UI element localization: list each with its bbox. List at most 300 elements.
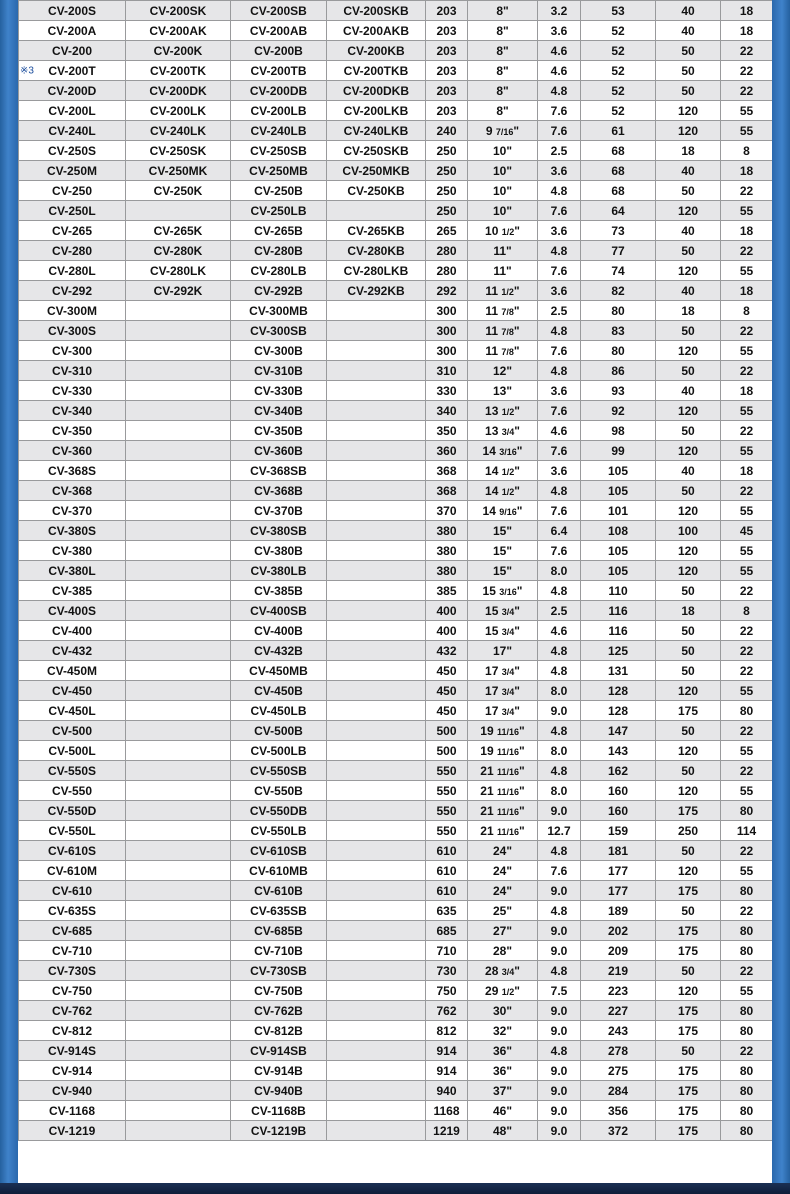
- cell-model: CV-310: [19, 361, 126, 381]
- cell-thickness: 3.6: [538, 161, 581, 181]
- cell-thickness: 4.8: [538, 81, 581, 101]
- cell-diameter-inch: 24": [468, 881, 538, 901]
- cell-model-kb: [327, 881, 426, 901]
- cell-dim-a: 177: [581, 881, 656, 901]
- cell-diameter-inch: 29 1/2": [468, 981, 538, 1001]
- cell-dim-b: 175: [656, 1121, 721, 1141]
- cell-model: CV-300: [19, 341, 126, 361]
- cell-model-kb: CV-292KB: [327, 281, 426, 301]
- cell-model-kb: [327, 961, 426, 981]
- cell-diameter-mm: 368: [426, 481, 468, 501]
- cell-model-k: [126, 681, 231, 701]
- inch-fraction: 1/2: [501, 986, 515, 997]
- table-row: [19, 1081, 773, 1101]
- cell-model-b: CV-450B: [231, 681, 327, 701]
- cell-diameter-inch: 8": [468, 41, 538, 61]
- table-row: [19, 221, 773, 241]
- cell-model-b: CV-635SB: [231, 901, 327, 921]
- cell-diameter-mm: 635: [426, 901, 468, 921]
- cell-diameter-mm: 610: [426, 881, 468, 901]
- cell-dim-b: 175: [656, 1101, 721, 1121]
- inch-fraction: 3/4: [501, 686, 515, 697]
- cell-model-b: CV-550B: [231, 781, 327, 801]
- cell-diameter-mm: 812: [426, 1021, 468, 1041]
- cell-diameter-inch: 32": [468, 1021, 538, 1041]
- cell-dim-c: 80: [721, 1101, 773, 1121]
- cell-model-b: CV-300MB: [231, 301, 327, 321]
- cell-dim-b: 50: [656, 321, 721, 341]
- cell-dim-a: 80: [581, 341, 656, 361]
- cell-dim-b: 40: [656, 381, 721, 401]
- cell-model: CV-265: [19, 221, 126, 241]
- inch-fraction: 3/16: [499, 446, 517, 457]
- cell-dim-a: 181: [581, 841, 656, 861]
- spec-table: [18, 0, 773, 1141]
- cell-diameter-mm: 350: [426, 421, 468, 441]
- cell-model-k: CV-240LK: [126, 121, 231, 141]
- cell-model-b: CV-550SB: [231, 761, 327, 781]
- cell-model: CV-292: [19, 281, 126, 301]
- cell-thickness: 6.4: [538, 521, 581, 541]
- cell-dim-b: 40: [656, 281, 721, 301]
- cell-dim-b: 50: [656, 621, 721, 641]
- table-row: [19, 61, 773, 81]
- cell-model-k: [126, 481, 231, 501]
- table-row: [19, 961, 773, 981]
- cell-diameter-inch: 36": [468, 1041, 538, 1061]
- cell-model-kb: CV-250MKB: [327, 161, 426, 181]
- cell-model-kb: [327, 1081, 426, 1101]
- cell-model: CV-280L: [19, 261, 126, 281]
- cell-dim-a: 98: [581, 421, 656, 441]
- inch-fraction: 3/4: [501, 426, 515, 437]
- cell-model-kb: CV-200KB: [327, 41, 426, 61]
- cell-dim-a: 110: [581, 581, 656, 601]
- cell-dim-a: 243: [581, 1021, 656, 1041]
- cell-model-b: CV-450LB: [231, 701, 327, 721]
- cell-model-k: CV-280LK: [126, 261, 231, 281]
- cell-model-kb: [327, 741, 426, 761]
- cell-dim-a: 125: [581, 641, 656, 661]
- cell-model: CV-635S: [19, 901, 126, 921]
- cell-model-kb: CV-200LKB: [327, 101, 426, 121]
- cell-model-kb: [327, 1101, 426, 1121]
- table-row: [19, 621, 773, 641]
- cell-dim-c: 45: [721, 521, 773, 541]
- cell-dim-c: 80: [721, 1021, 773, 1041]
- cell-dim-a: 143: [581, 741, 656, 761]
- table-row: [19, 721, 773, 741]
- cell-dim-a: 92: [581, 401, 656, 421]
- cell-diameter-inch: 48": [468, 1121, 538, 1141]
- cell-diameter-inch: 15 3/4": [468, 601, 538, 621]
- cell-model-b: CV-310B: [231, 361, 327, 381]
- cell-dim-c: 18: [721, 1, 773, 21]
- inch-fraction: 3/4: [501, 666, 515, 677]
- cell-dim-b: 18: [656, 141, 721, 161]
- table-row: [19, 41, 773, 61]
- cell-model: CV-400: [19, 621, 126, 641]
- cell-model: CV-200D: [19, 81, 126, 101]
- cell-dim-c: 22: [721, 241, 773, 261]
- cell-dim-b: 50: [656, 481, 721, 501]
- cell-diameter-mm: 340: [426, 401, 468, 421]
- cell-dim-c: 55: [721, 441, 773, 461]
- cell-thickness: 4.8: [538, 641, 581, 661]
- cell-diameter-mm: 380: [426, 521, 468, 541]
- cell-model-b: CV-200DB: [231, 81, 327, 101]
- cell-model: CV-250S: [19, 141, 126, 161]
- cell-diameter-inch: 46": [468, 1101, 538, 1121]
- cell-model-k: CV-200TK: [126, 61, 231, 81]
- cell-dim-a: 68: [581, 181, 656, 201]
- cell-dim-a: 105: [581, 541, 656, 561]
- cell-model: CV-380S: [19, 521, 126, 541]
- cell-model-b: CV-380LB: [231, 561, 327, 581]
- cell-model: CV-385: [19, 581, 126, 601]
- cell-dim-a: 356: [581, 1101, 656, 1121]
- cell-model-k: [126, 521, 231, 541]
- cell-dim-a: 80: [581, 301, 656, 321]
- bottom-bar: [0, 1183, 790, 1194]
- cell-model: CV-200L: [19, 101, 126, 121]
- cell-diameter-inch: 13": [468, 381, 538, 401]
- table-row: [19, 741, 773, 761]
- cell-model-b: CV-550LB: [231, 821, 327, 841]
- cell-dim-b: 250: [656, 821, 721, 841]
- cell-model-k: [126, 821, 231, 841]
- cell-thickness: 8.0: [538, 741, 581, 761]
- cell-dim-b: 50: [656, 241, 721, 261]
- cell-dim-b: 120: [656, 401, 721, 421]
- cell-diameter-mm: 610: [426, 861, 468, 881]
- cell-thickness: 4.8: [538, 581, 581, 601]
- cell-dim-a: 105: [581, 481, 656, 501]
- cell-dim-b: 50: [656, 181, 721, 201]
- cell-model: CV-610: [19, 881, 126, 901]
- cell-diameter-mm: 500: [426, 721, 468, 741]
- cell-dim-a: 52: [581, 61, 656, 81]
- cell-model-kb: [327, 501, 426, 521]
- cell-dim-b: 40: [656, 161, 721, 181]
- cell-model-k: [126, 1001, 231, 1021]
- cell-thickness: 9.0: [538, 1021, 581, 1041]
- cell-dim-b: 120: [656, 861, 721, 881]
- cell-dim-c: 22: [721, 361, 773, 381]
- cell-dim-b: 120: [656, 201, 721, 221]
- cell-dim-b: 18: [656, 601, 721, 621]
- cell-model-k: [126, 1121, 231, 1141]
- cell-model: CV-940: [19, 1081, 126, 1101]
- cell-model-k: [126, 701, 231, 721]
- cell-dim-c: 55: [721, 201, 773, 221]
- cell-thickness: 9.0: [538, 801, 581, 821]
- cell-dim-a: 116: [581, 601, 656, 621]
- cell-dim-b: 175: [656, 1001, 721, 1021]
- cell-dim-c: 22: [721, 181, 773, 201]
- cell-dim-b: 50: [656, 81, 721, 101]
- cell-model: CV-200A: [19, 21, 126, 41]
- cell-diameter-inch: 15 3/4": [468, 621, 538, 641]
- cell-model-kb: [327, 1001, 426, 1021]
- cell-dim-a: 61: [581, 121, 656, 141]
- cell-model-kb: [327, 421, 426, 441]
- cell-model-b: CV-370B: [231, 501, 327, 521]
- cell-diameter-inch: 8": [468, 81, 538, 101]
- inch-fraction: 7/16: [495, 126, 514, 137]
- cell-model: CV-1219: [19, 1121, 126, 1141]
- cell-diameter-inch: 15": [468, 521, 538, 541]
- cell-diameter-mm: 710: [426, 941, 468, 961]
- cell-model-kb: [327, 841, 426, 861]
- cell-thickness: 7.5: [538, 981, 581, 1001]
- cell-dim-b: 175: [656, 801, 721, 821]
- table-row: [19, 1121, 773, 1141]
- cell-thickness: 4.8: [538, 1041, 581, 1061]
- cell-model: CV-368S: [19, 461, 126, 481]
- cell-model-kb: [327, 1121, 426, 1141]
- cell-diameter-inch: 12": [468, 361, 538, 381]
- cell-model-kb: [327, 901, 426, 921]
- cell-dim-a: 128: [581, 701, 656, 721]
- cell-model-k: [126, 401, 231, 421]
- cell-diameter-inch: 28": [468, 941, 538, 961]
- table-row: [19, 701, 773, 721]
- cell-diameter-inch: 10": [468, 141, 538, 161]
- cell-model-b: CV-762B: [231, 1001, 327, 1021]
- cell-diameter-mm: 250: [426, 201, 468, 221]
- cell-model-b: CV-750B: [231, 981, 327, 1001]
- table-row: [19, 941, 773, 961]
- cell-dim-b: 40: [656, 461, 721, 481]
- cell-dim-b: 175: [656, 1061, 721, 1081]
- cell-diameter-mm: 450: [426, 681, 468, 701]
- cell-diameter-mm: 280: [426, 261, 468, 281]
- cell-dim-b: 50: [656, 421, 721, 441]
- cell-dim-a: 131: [581, 661, 656, 681]
- cell-dim-b: 175: [656, 1081, 721, 1101]
- cell-dim-c: 55: [721, 861, 773, 881]
- cell-model-b: CV-350B: [231, 421, 327, 441]
- cell-thickness: 4.8: [538, 721, 581, 741]
- cell-model-k: [126, 961, 231, 981]
- cell-dim-b: 120: [656, 261, 721, 281]
- cell-diameter-inch: 11 7/8": [468, 301, 538, 321]
- cell-model: CV-550: [19, 781, 126, 801]
- table-row: [19, 481, 773, 501]
- table-row: [19, 101, 773, 121]
- cell-model-kb: [327, 1061, 426, 1081]
- cell-diameter-inch: 24": [468, 861, 538, 881]
- cell-model-k: [126, 441, 231, 461]
- cell-model-kb: [327, 481, 426, 501]
- cell-diameter-inch: 11 7/8": [468, 341, 538, 361]
- cell-model-b: CV-730SB: [231, 961, 327, 981]
- table-row: [19, 541, 773, 561]
- cell-dim-c: 18: [721, 381, 773, 401]
- cell-thickness: 4.6: [538, 421, 581, 441]
- cell-model-kb: [327, 621, 426, 641]
- cell-model: CV-762: [19, 1001, 126, 1021]
- cell-dim-c: 22: [721, 961, 773, 981]
- cell-diameter-inch: 37": [468, 1081, 538, 1101]
- cell-model-kb: CV-265KB: [327, 221, 426, 241]
- cell-model-b: CV-432B: [231, 641, 327, 661]
- cell-thickness: 4.6: [538, 621, 581, 641]
- cell-dim-c: 55: [721, 541, 773, 561]
- table-row: [19, 1061, 773, 1081]
- table-row: [19, 381, 773, 401]
- inch-fraction: 7/8: [501, 306, 514, 317]
- cell-dim-a: 101: [581, 501, 656, 521]
- cell-dim-b: 40: [656, 1, 721, 21]
- cell-thickness: 4.8: [538, 321, 581, 341]
- cell-dim-a: 52: [581, 21, 656, 41]
- cell-model: CV-200: [19, 41, 126, 61]
- cell-thickness: 7.6: [538, 341, 581, 361]
- cell-diameter-mm: 280: [426, 241, 468, 261]
- cell-model-kb: [327, 561, 426, 581]
- cell-model-k: CV-200AK: [126, 21, 231, 41]
- cell-diameter-inch: 14 1/2": [468, 461, 538, 481]
- cell-dim-c: 22: [721, 1041, 773, 1061]
- cell-model-kb: [327, 641, 426, 661]
- cell-model-k: [126, 421, 231, 441]
- cell-diameter-mm: 685: [426, 921, 468, 941]
- cell-dim-a: 160: [581, 781, 656, 801]
- cell-model-b: CV-500B: [231, 721, 327, 741]
- cell-model: CV-380L: [19, 561, 126, 581]
- cell-model-k: [126, 841, 231, 861]
- cell-model-k: [126, 881, 231, 901]
- cell-dim-c: 80: [721, 941, 773, 961]
- cell-dim-b: 40: [656, 221, 721, 241]
- cell-dim-c: 80: [721, 701, 773, 721]
- cell-thickness: 4.8: [538, 361, 581, 381]
- cell-thickness: 7.6: [538, 501, 581, 521]
- table-row: [19, 801, 773, 821]
- cell-model-k: [126, 381, 231, 401]
- cell-diameter-mm: 310: [426, 361, 468, 381]
- cell-model-b: CV-400B: [231, 621, 327, 641]
- cell-diameter-inch: 8": [468, 61, 538, 81]
- cell-thickness: 12.7: [538, 821, 581, 841]
- inch-fraction: 11/16: [496, 726, 519, 737]
- cell-diameter-mm: 203: [426, 1, 468, 21]
- cell-model-b: CV-340B: [231, 401, 327, 421]
- cell-dim-a: 128: [581, 681, 656, 701]
- cell-diameter-mm: 203: [426, 101, 468, 121]
- table-row: [19, 1101, 773, 1121]
- cell-diameter-mm: 203: [426, 81, 468, 101]
- cell-model-b: CV-368B: [231, 481, 327, 501]
- cell-model: CV-250: [19, 181, 126, 201]
- cell-diameter-inch: 17 3/4": [468, 681, 538, 701]
- cell-dim-b: 120: [656, 741, 721, 761]
- cell-diameter-inch: 15 3/16": [468, 581, 538, 601]
- cell-dim-a: 82: [581, 281, 656, 301]
- cell-dim-a: 275: [581, 1061, 656, 1081]
- cell-dim-b: 120: [656, 561, 721, 581]
- cell-model-b: CV-200B: [231, 41, 327, 61]
- inch-fraction: 11/16: [496, 826, 519, 837]
- cell-dim-b: 50: [656, 1041, 721, 1061]
- cell-dim-c: 55: [721, 101, 773, 121]
- cell-dim-a: 105: [581, 561, 656, 581]
- cell-thickness: 4.8: [538, 481, 581, 501]
- table-row: [19, 841, 773, 861]
- cell-model-k: [126, 201, 231, 221]
- cell-dim-b: 40: [656, 21, 721, 41]
- cell-model-b: CV-1219B: [231, 1121, 327, 1141]
- cell-model-b: CV-914SB: [231, 1041, 327, 1061]
- cell-model-k: CV-292K: [126, 281, 231, 301]
- inch-fraction: 11/16: [496, 766, 519, 777]
- cell-model-b: CV-385B: [231, 581, 327, 601]
- table-row: [19, 341, 773, 361]
- cell-dim-c: 114: [721, 821, 773, 841]
- cell-model-b: CV-200LB: [231, 101, 327, 121]
- cell-model-kb: [327, 541, 426, 561]
- cell-dim-b: 50: [656, 661, 721, 681]
- cell-diameter-mm: 203: [426, 21, 468, 41]
- cell-dim-a: 202: [581, 921, 656, 941]
- cell-thickness: 9.0: [538, 1081, 581, 1101]
- cell-model-kb: CV-250SKB: [327, 141, 426, 161]
- cell-model-kb: [327, 381, 426, 401]
- cell-dim-a: 227: [581, 1001, 656, 1021]
- table-row: [19, 201, 773, 221]
- cell-dim-a: 68: [581, 141, 656, 161]
- cell-model: CV-400S: [19, 601, 126, 621]
- table-row: [19, 1001, 773, 1021]
- cell-diameter-inch: 28 3/4": [468, 961, 538, 981]
- cell-dim-c: 18: [721, 281, 773, 301]
- cell-diameter-inch: 17 3/4": [468, 701, 538, 721]
- cell-model-k: [126, 501, 231, 521]
- cell-model-k: [126, 741, 231, 761]
- cell-dim-b: 50: [656, 641, 721, 661]
- cell-model-b: CV-610SB: [231, 841, 327, 861]
- cell-dim-b: 50: [656, 961, 721, 981]
- cell-model-k: [126, 901, 231, 921]
- cell-dim-a: 219: [581, 961, 656, 981]
- cell-diameter-mm: 550: [426, 781, 468, 801]
- cell-model-b: CV-200SB: [231, 1, 327, 21]
- cell-dim-b: 120: [656, 121, 721, 141]
- cell-dim-a: 68: [581, 161, 656, 181]
- cell-diameter-inch: 14 9/16": [468, 501, 538, 521]
- cell-model: CV-200S: [19, 1, 126, 21]
- table-row: [19, 461, 773, 481]
- cell-model-k: CV-265K: [126, 221, 231, 241]
- cell-model-k: CV-280K: [126, 241, 231, 261]
- cell-dim-c: 80: [721, 1121, 773, 1141]
- cell-model-b: CV-940B: [231, 1081, 327, 1101]
- cell-model: CV-1168: [19, 1101, 126, 1121]
- cell-model: ※3 CV-200T: [19, 61, 126, 81]
- cell-model-kb: [327, 301, 426, 321]
- cell-dim-c: 80: [721, 801, 773, 821]
- cell-dim-b: 120: [656, 981, 721, 1001]
- cell-thickness: 2.5: [538, 141, 581, 161]
- inch-fraction: 7/8: [501, 346, 514, 357]
- cell-dim-a: 108: [581, 521, 656, 541]
- cell-dim-b: 175: [656, 921, 721, 941]
- table-row: [19, 581, 773, 601]
- cell-thickness: 7.6: [538, 441, 581, 461]
- cell-model-k: [126, 941, 231, 961]
